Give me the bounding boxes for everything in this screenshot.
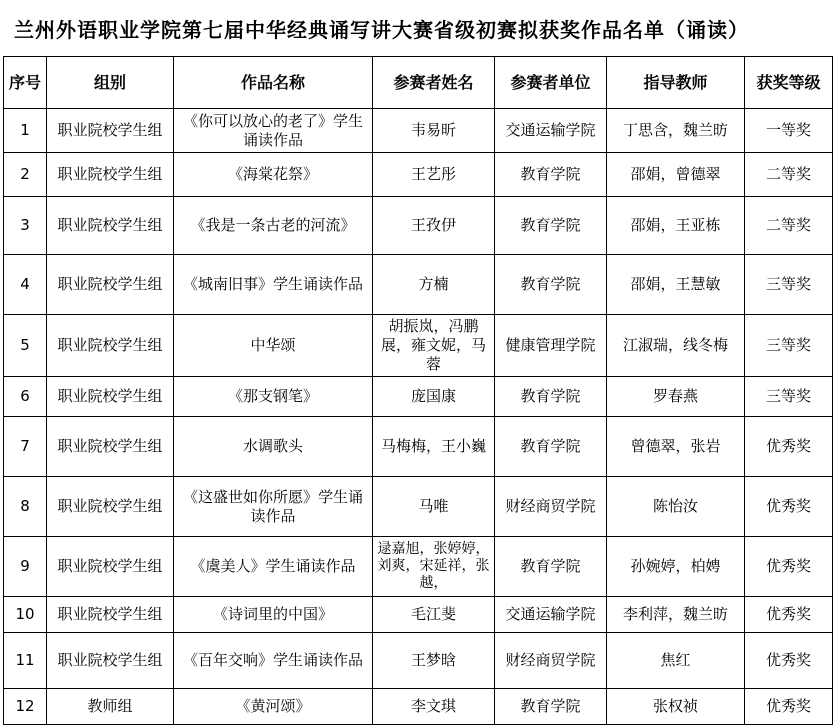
cell-names: 庞国康 xyxy=(373,377,495,417)
cell-group: 职业院校学生组 xyxy=(47,633,174,689)
cell-group: 职业院校学生组 xyxy=(47,109,174,153)
cell-award: 二等奖 xyxy=(745,153,833,197)
cell-group: 职业院校学生组 xyxy=(47,315,174,377)
table-row xyxy=(4,109,833,153)
cell-names: 毛江斐 xyxy=(373,597,495,633)
cell-unit: 交通运输学院 xyxy=(495,597,607,633)
cell-teacher: 邵娟，王慧敏 xyxy=(607,255,745,315)
cell-group: 教师组 xyxy=(47,689,174,725)
cell-teacher: 孙婉婷，柏娉 xyxy=(607,537,745,597)
cell-unit: 教育学院 xyxy=(495,197,607,255)
cell-no: 3 xyxy=(4,197,47,255)
table-row xyxy=(4,633,833,689)
cell-award: 优秀奖 xyxy=(745,633,833,689)
cell-names: 方楠 xyxy=(373,255,495,315)
cell-work: 水调歌头 xyxy=(174,417,373,477)
cell-names: 王艺彤 xyxy=(373,153,495,197)
cell-teacher: 张权祯 xyxy=(607,689,745,725)
cell-unit: 健康管理学院 xyxy=(495,315,607,377)
cell-teacher: 丁思含，魏兰昉 xyxy=(607,109,745,153)
cell-no: 11 xyxy=(4,633,47,689)
cell-no: 1 xyxy=(4,109,47,153)
cell-work: 《百年交响》学生诵读作品 xyxy=(174,633,373,689)
cell-teacher: 邵娟，曾德翠 xyxy=(607,153,745,197)
cell-unit: 财经商贸学院 xyxy=(495,633,607,689)
header-unit: 参赛者单位 xyxy=(495,57,607,109)
cell-unit: 教育学院 xyxy=(495,689,607,725)
cell-names: 马唯 xyxy=(373,477,495,537)
cell-teacher: 曾德翠，张岩 xyxy=(607,417,745,477)
header-work: 作品名称 xyxy=(174,57,373,109)
table-row xyxy=(4,477,833,537)
table-row xyxy=(4,255,833,315)
cell-group: 职业院校学生组 xyxy=(47,597,174,633)
cell-no: 6 xyxy=(4,377,47,417)
cell-award: 优秀奖 xyxy=(745,417,833,477)
header-award: 获奖等级 xyxy=(745,57,833,109)
cell-award: 优秀奖 xyxy=(745,597,833,633)
table-row xyxy=(4,537,833,597)
cell-work: 《城南旧事》学生诵读作品 xyxy=(174,255,373,315)
cell-award: 二等奖 xyxy=(745,197,833,255)
table-row xyxy=(4,377,833,417)
cell-unit: 教育学院 xyxy=(495,417,607,477)
table-row xyxy=(4,197,833,255)
cell-teacher: 江淑瑞，线冬梅 xyxy=(607,315,745,377)
header-names: 参赛者姓名 xyxy=(373,57,495,109)
table-row xyxy=(4,417,833,477)
cell-work: 《黄河颂》 xyxy=(174,689,373,725)
table-row xyxy=(4,689,833,725)
cell-group: 职业院校学生组 xyxy=(47,255,174,315)
cell-group: 职业院校学生组 xyxy=(47,477,174,537)
cell-teacher: 罗春燕 xyxy=(607,377,745,417)
cell-no: 10 xyxy=(4,597,47,633)
cell-award: 三等奖 xyxy=(745,377,833,417)
cell-work: 《你可以放心的老了》学生诵读作品 xyxy=(174,109,373,153)
cell-teacher: 邵娟，王亚栋 xyxy=(607,197,745,255)
cell-names: 李文琪 xyxy=(373,689,495,725)
cell-work: 《诗词里的中国》 xyxy=(174,597,373,633)
cell-no: 7 xyxy=(4,417,47,477)
cell-group: 职业院校学生组 xyxy=(47,537,174,597)
cell-award: 三等奖 xyxy=(745,255,833,315)
cell-names: 王梦晗 xyxy=(373,633,495,689)
cell-teacher: 焦红 xyxy=(607,633,745,689)
cell-no: 8 xyxy=(4,477,47,537)
cell-unit: 教育学院 xyxy=(495,255,607,315)
cell-work: 中华颂 xyxy=(174,315,373,377)
cell-award: 优秀奖 xyxy=(745,537,833,597)
cell-no: 4 xyxy=(4,255,47,315)
cell-group: 职业院校学生组 xyxy=(47,377,174,417)
cell-work: 《这盛世如你所愿》学生诵读作品 xyxy=(174,477,373,537)
cell-unit: 教育学院 xyxy=(495,153,607,197)
cell-unit: 财经商贸学院 xyxy=(495,477,607,537)
cell-no: 12 xyxy=(4,689,47,725)
cell-work: 《那支钢笔》 xyxy=(174,377,373,417)
header-group: 组别 xyxy=(47,57,174,109)
cell-work: 《海棠花祭》 xyxy=(174,153,373,197)
cell-work: 《虞美人》学生诵读作品 xyxy=(174,537,373,597)
cell-unit: 交通运输学院 xyxy=(495,109,607,153)
document-title: 兰州外语职业学院第七届中华经典诵写讲大赛省级初赛拟获奖作品名单（诵读） xyxy=(14,17,749,42)
header-teacher: 指导教师 xyxy=(607,57,745,109)
cell-names: 韦易昕 xyxy=(373,109,495,153)
table-row xyxy=(4,153,833,197)
cell-names: 马梅梅，王小巍 xyxy=(373,417,495,477)
cell-group: 职业院校学生组 xyxy=(47,417,174,477)
cell-award: 优秀奖 xyxy=(745,477,833,537)
cell-names: 逯嘉旭，张婷婷，刘爽，宋延祥，张越， xyxy=(373,537,495,597)
award-table xyxy=(3,56,833,725)
cell-work: 《我是一条古老的河流》 xyxy=(174,197,373,255)
table-row xyxy=(4,597,833,633)
header-no: 序号 xyxy=(4,57,47,109)
header-row xyxy=(4,57,833,109)
cell-unit: 教育学院 xyxy=(495,377,607,417)
cell-group: 职业院校学生组 xyxy=(47,153,174,197)
table-row xyxy=(4,315,833,377)
cell-teacher: 李利萍，魏兰昉 xyxy=(607,597,745,633)
cell-award: 优秀奖 xyxy=(745,689,833,725)
cell-group: 职业院校学生组 xyxy=(47,197,174,255)
cell-names: 胡振岚，冯鹏展，雍文妮，马蓉 xyxy=(373,315,495,377)
cell-unit: 教育学院 xyxy=(495,537,607,597)
cell-names: 王孜伊 xyxy=(373,197,495,255)
cell-award: 一等奖 xyxy=(745,109,833,153)
cell-no: 9 xyxy=(4,537,47,597)
cell-teacher: 陈怡汝 xyxy=(607,477,745,537)
cell-no: 5 xyxy=(4,315,47,377)
cell-no: 2 xyxy=(4,153,47,197)
cell-award: 三等奖 xyxy=(745,315,833,377)
